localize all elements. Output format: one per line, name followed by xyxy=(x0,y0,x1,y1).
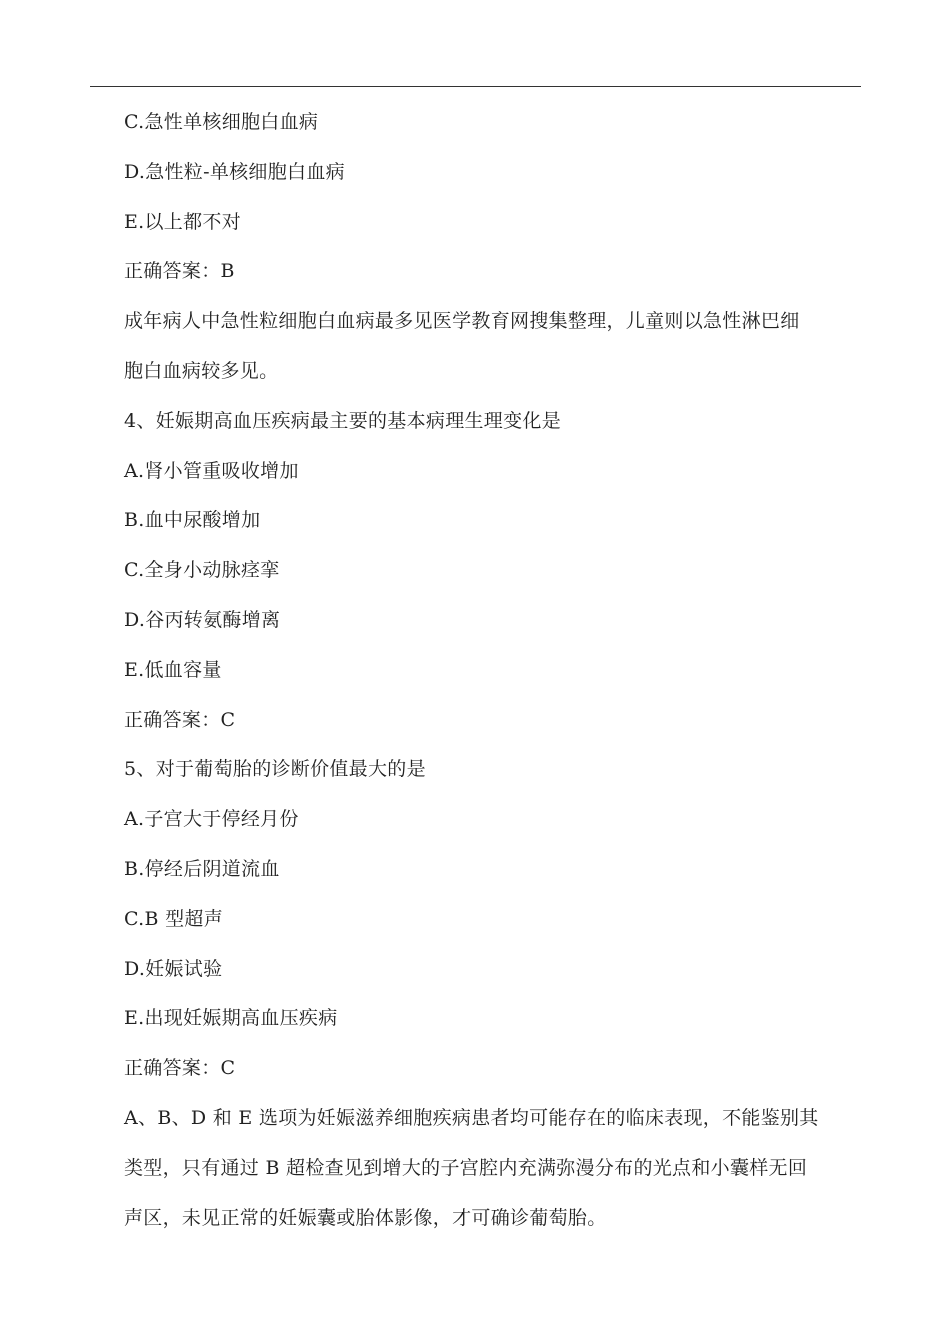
q4-option-a: A.肾小管重吸收增加 xyxy=(124,459,299,482)
document-body xyxy=(124,98,854,1243)
q5-option-a: A.子宫大于停经月份 xyxy=(124,808,299,831)
q5-explanation-line-3: 声区，未见正常的妊娠囊或胎体影像，才可确诊葡萄胎。 xyxy=(124,1206,607,1229)
q3-option-c: C.急性单核细胞白血病 xyxy=(124,111,319,133)
q5-explanation-line-2: 类型，只有通过 B 超检查见到增大的子宫腔内充满弥漫分布的光点和小囊样无回 xyxy=(124,1156,808,1179)
q4-option-e: E.低血容量 xyxy=(124,658,222,681)
q5-option-d: D.妊娠试验 xyxy=(124,957,223,980)
q4-answer: 正确答案：C xyxy=(124,708,236,731)
q5-explanation-line-1: A、B、D 和 E 选项为妊娠滋养细胞疾病患者均可能存在的临床表现，不能鉴别其 xyxy=(124,1106,819,1129)
q5-option-e: E.出现妊娠期高血压疾病 xyxy=(124,1007,338,1030)
q5-question: 5、对于葡萄胎的诊断价值最大的是 xyxy=(124,758,426,781)
q4-question: 4、妊娠期高血压疾病最主要的基本病理生理变化是 xyxy=(124,409,561,432)
q4-option-b: B.血中尿酸增加 xyxy=(124,509,261,532)
q3-option-d: D.急性粒-单核细胞白血病 xyxy=(124,160,345,183)
q4-option-c: C.全身小动脉痉挛 xyxy=(124,559,280,582)
q3-option-e: E.以上都不对 xyxy=(124,210,242,233)
q3-explanation-line-1: 成年病人中急性粒细胞白血病最多见医学教育网搜集整理，儿童则以急性淋巴细 xyxy=(124,310,800,333)
q5-answer: 正确答案：C xyxy=(124,1057,236,1080)
q3-answer: 正确答案：B xyxy=(124,260,235,283)
header-rule xyxy=(90,86,861,87)
q3-explanation-line-2: 胞白血病较多见。 xyxy=(124,359,279,382)
q5-option-b: B.停经后阴道流血 xyxy=(124,857,280,880)
q4-option-d: D.谷丙转氨酶增离 xyxy=(124,608,281,631)
q5-option-c: C.B 型超声 xyxy=(124,907,224,930)
